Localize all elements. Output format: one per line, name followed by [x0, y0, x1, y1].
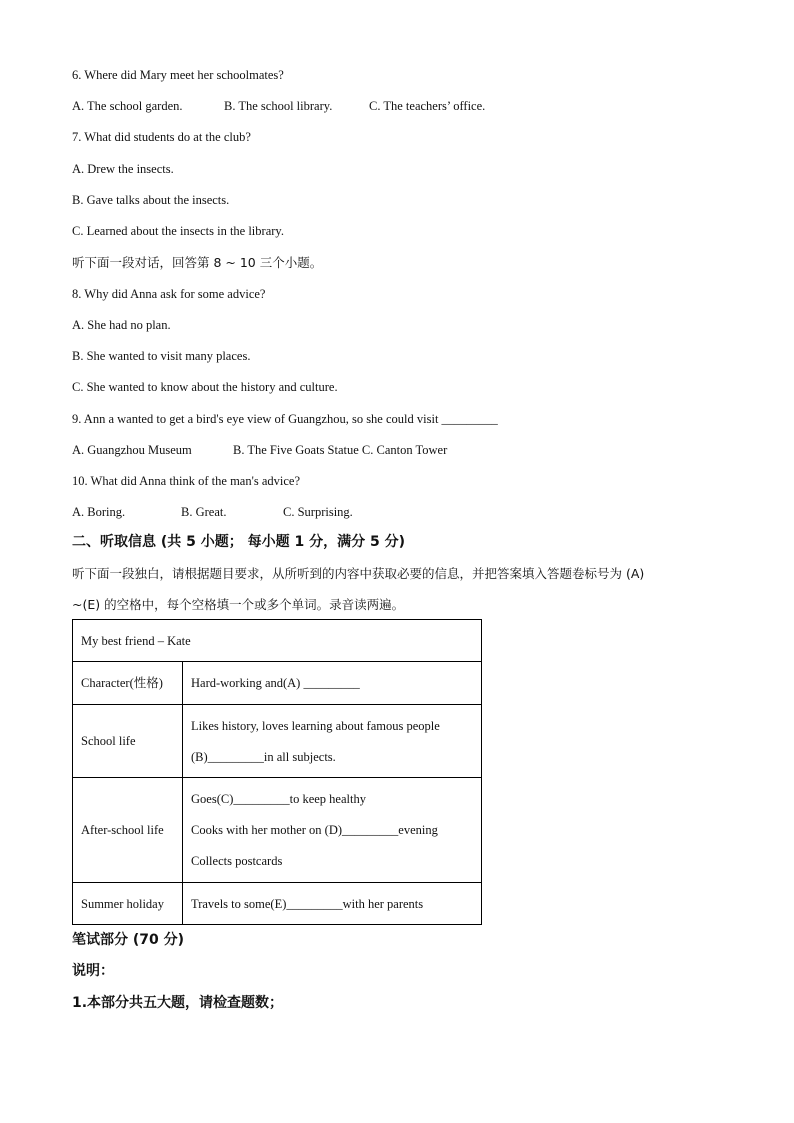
question-6: 6. Where did Mary meet her schoolmates? [72, 68, 284, 82]
row-line: Travels to some(E)_________with her parents [191, 896, 424, 911]
instruction-8-10: 听下面一段对话，回答第 8 ~ 10 三个小题。 [72, 255, 323, 270]
question-7-option-b: B. Gave talks about the insects. [72, 193, 230, 207]
note-label: 说明： [72, 963, 114, 979]
row-content [183, 883, 482, 925]
row-line: (B)_________in all subjects. [191, 749, 336, 764]
question-8-option-c: C. She wanted to know about the history and culture. [72, 380, 338, 394]
question-7: 7. What did students do at the club? [72, 130, 251, 144]
question-8-option-b: B. She wanted to visit many places. [72, 349, 251, 363]
row-line: Collects postcards [191, 854, 283, 868]
question-7-option-a: A. Drew the insects. [72, 162, 174, 176]
option-b: B. Great. [181, 505, 227, 519]
note-1: 1.本部分共五大题，请检查题数； [72, 995, 284, 1011]
section-2-instruction-1: 听下面一段独白，请根据题目要求，从所听到的内容中获取必要的信息，并把答案填入答题卷标号为 (A) [72, 566, 645, 581]
row-line: Likes history, loves learning about famous people [191, 718, 440, 733]
question-9: 9. Ann a wanted to get a bird's eye view of Guangzhou, so she could visit _________ [72, 412, 498, 426]
row-label: Character(性格) [73, 662, 183, 705]
row-line: Hard-working and(A) _________ [191, 676, 360, 690]
table-row [73, 883, 482, 925]
row-label: School life [73, 705, 183, 778]
option-c: C. The teachers’ office. [369, 99, 486, 113]
question-8-option-a: A. She had no plan. [72, 318, 171, 332]
section-2-instruction-2: ~(E) 的空格中，每个空格填一个或多个单词。录音读两遍。 [72, 597, 405, 612]
option-b-c: B. The Five Goats Statue C. Canton Tower [233, 443, 448, 457]
option-b: B. The school library. [224, 99, 333, 113]
info-table [72, 619, 482, 925]
option-a: A. The school garden. [72, 99, 183, 113]
written-title: 笔试部分 (70 分) [72, 932, 185, 948]
row-label: Summer holiday [73, 883, 183, 925]
table-row [73, 705, 482, 778]
row-line: Cooks with her mother on (D)_________evening [191, 823, 438, 837]
option-a: A. Boring. [72, 505, 126, 519]
option-a: A. Guangzhou Museum [72, 443, 192, 457]
question-10: 10. What did Anna think of the man's advice? [72, 474, 301, 488]
table-header-row [73, 620, 482, 662]
question-8: 8. Why did Anna ask for some advice? [72, 287, 266, 301]
question-7-option-c: C. Learned about the insects in the library. [72, 224, 284, 238]
row-label: After-school life [73, 778, 183, 883]
table-header: My best friend – Kate [73, 620, 482, 662]
row-content [183, 662, 482, 705]
row-content [183, 705, 482, 778]
row-line: Goes(C)_________to keep healthy [191, 792, 366, 806]
option-c: C. Surprising. [283, 505, 353, 519]
section-2-title: 二、听取信息 (共 5 小题； 每小题 1 分，满分 5 分) [72, 534, 406, 550]
table-row [73, 778, 482, 883]
row-content [183, 778, 482, 883]
table-row [73, 662, 482, 705]
